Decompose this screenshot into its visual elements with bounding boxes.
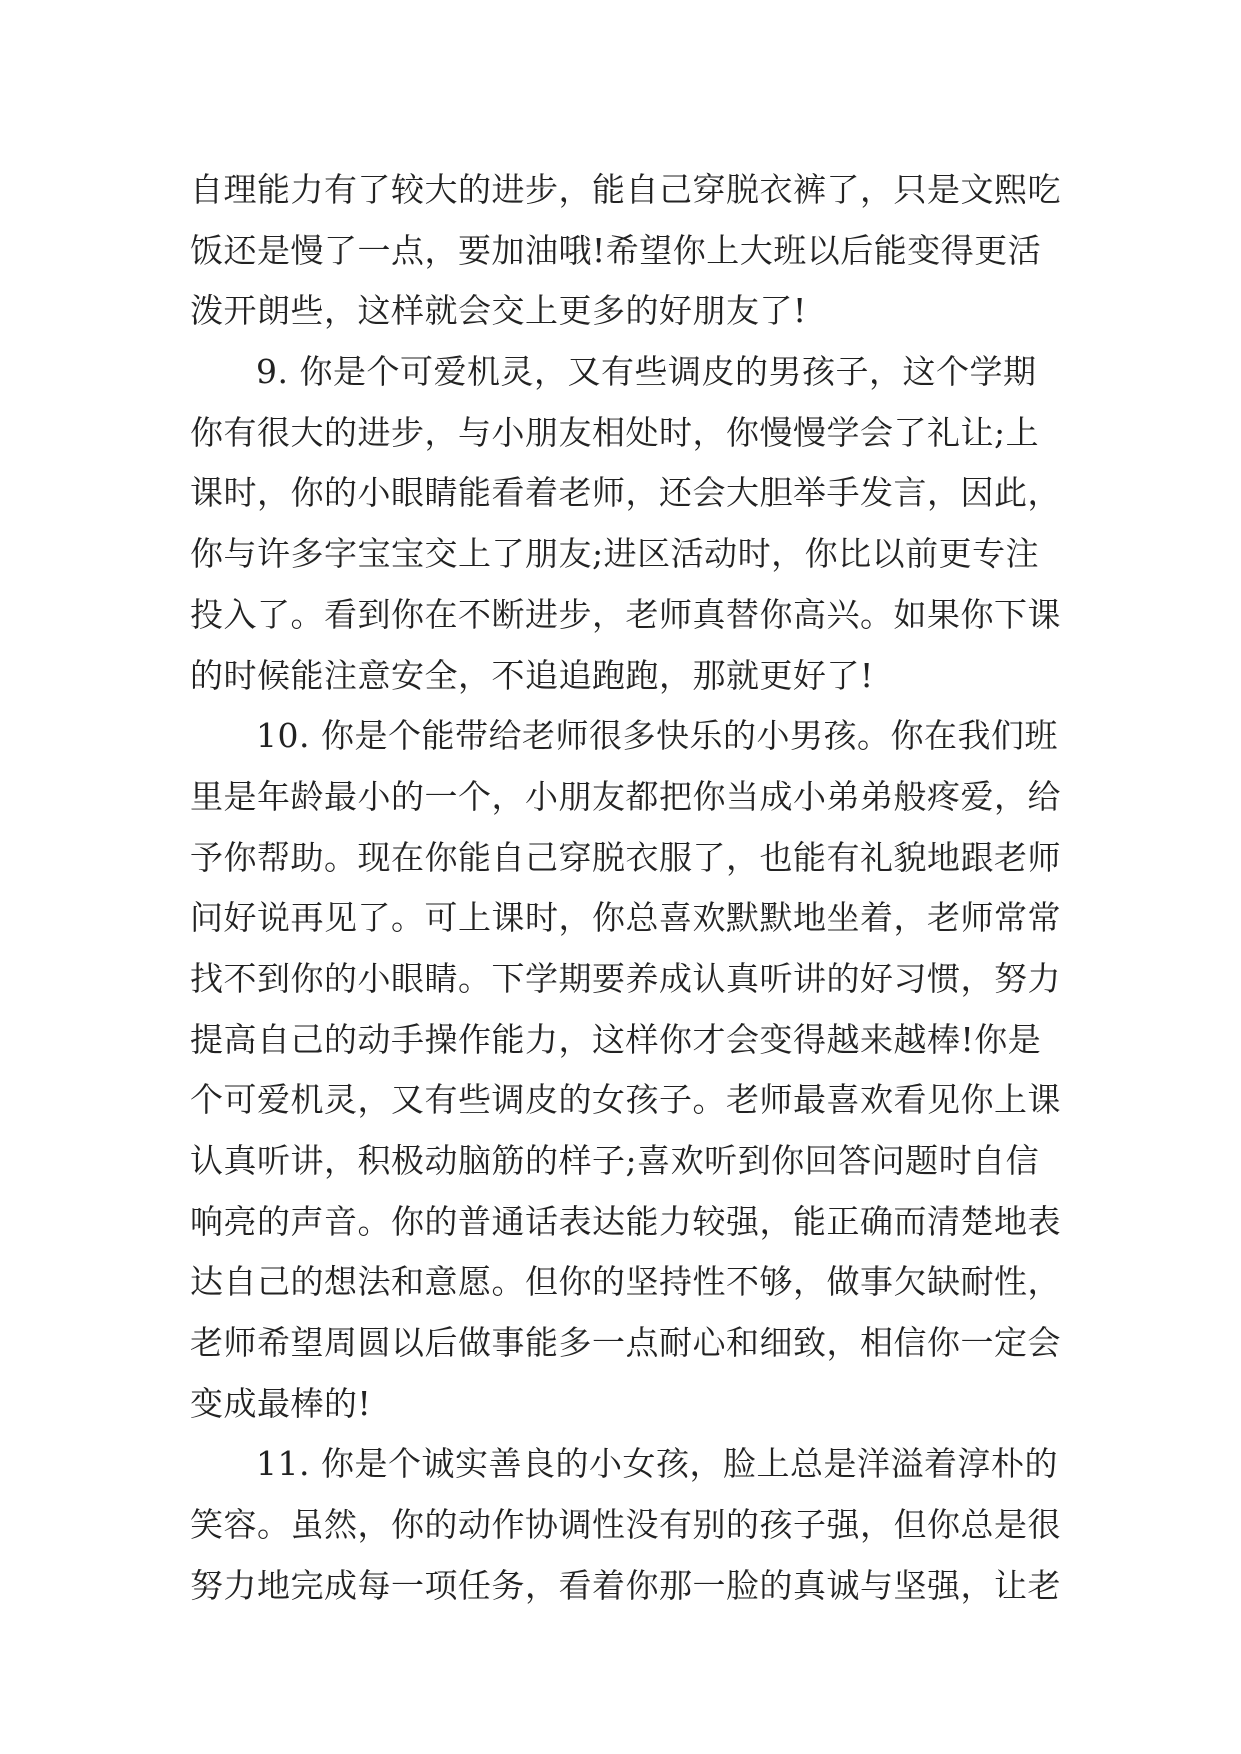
text-line: 认真听讲，积极动脑筋的样子;喜欢听到你回答问题时自信 (190, 1141, 1040, 1180)
text-line: 投入了。看到你在不断进步，老师真替你高兴。如果你下课 (190, 594, 1061, 634)
text-line: 饭还是慢了一点，要加油哦!希望你上大班以后能变得更活 (190, 230, 1042, 270)
text-line: 课时，你的小眼睛能看着老师，还会大胆举手发言，因此， (190, 473, 1061, 513)
text-line: 老师希望周圆以后做事能多一点耐心和细致，相信你一定会 (190, 1323, 1061, 1363)
text-line: 你与许多字宝宝交上了朋友;进区活动时，你比以前更专注 (190, 534, 1040, 574)
text-line: 个可爱机灵，又有些调皮的女孩子。老师最喜欢看见你上课 (190, 1080, 1061, 1120)
text-line: 自理能力有了较大的进步，能自己穿脱衣裤了，只是文熙吃 (190, 170, 1061, 209)
text-line: 的时候能注意安全，不追追跑跑，那就更好了! (190, 655, 874, 695)
document-body (190, 160, 1060, 1617)
text-line: 11. 你是个诚实善良的小女孩，脸上总是洋溢着淳朴的 (256, 1444, 1058, 1484)
text-line: 里是年龄最小的一个，小朋友都把你当成小弟弟般疼爱，给 (190, 776, 1061, 816)
text-line: 变成最棒的! (190, 1383, 372, 1423)
text-line: 你有很大的进步，与小朋友相处时，你慢慢学会了礼让;上 (190, 412, 1040, 452)
text-line: 问好说再见了。可上课时，你总喜欢默默地坐着，老师常常 (190, 898, 1061, 938)
text-line: 努力地完成每一项任务，看着你那一脸的真诚与坚强，让老 (190, 1565, 1061, 1605)
text-line: 提高自己的动手操作能力，这样你才会变得越来越棒!你是 (190, 1019, 1042, 1059)
text-line: 找不到你的小眼睛。下学期要养成认真听讲的好习惯，努力 (190, 958, 1061, 998)
text-line: 笑容。虽然，你的动作协调性没有别的孩子强，但你总是很 (190, 1505, 1061, 1545)
text-line: 泼开朗些，这样就会交上更多的好朋友了! (190, 291, 807, 331)
text-line: 达自己的想法和意愿。但你的坚持性不够，做事欠缺耐性， (190, 1262, 1061, 1302)
text-line: 予你帮助。现在你能自己穿脱衣服了，也能有礼貌地跟老师 (190, 837, 1061, 877)
text-line: 9. 你是个可爱机灵，又有些调皮的男孩子，这个学期 (256, 352, 1037, 392)
text-line: 响亮的声音。你的普通话表达能力较强，能正确而清楚地表 (190, 1201, 1061, 1241)
text-line: 10. 你是个能带给老师很多快乐的小男孩。你在我们班 (256, 716, 1058, 756)
